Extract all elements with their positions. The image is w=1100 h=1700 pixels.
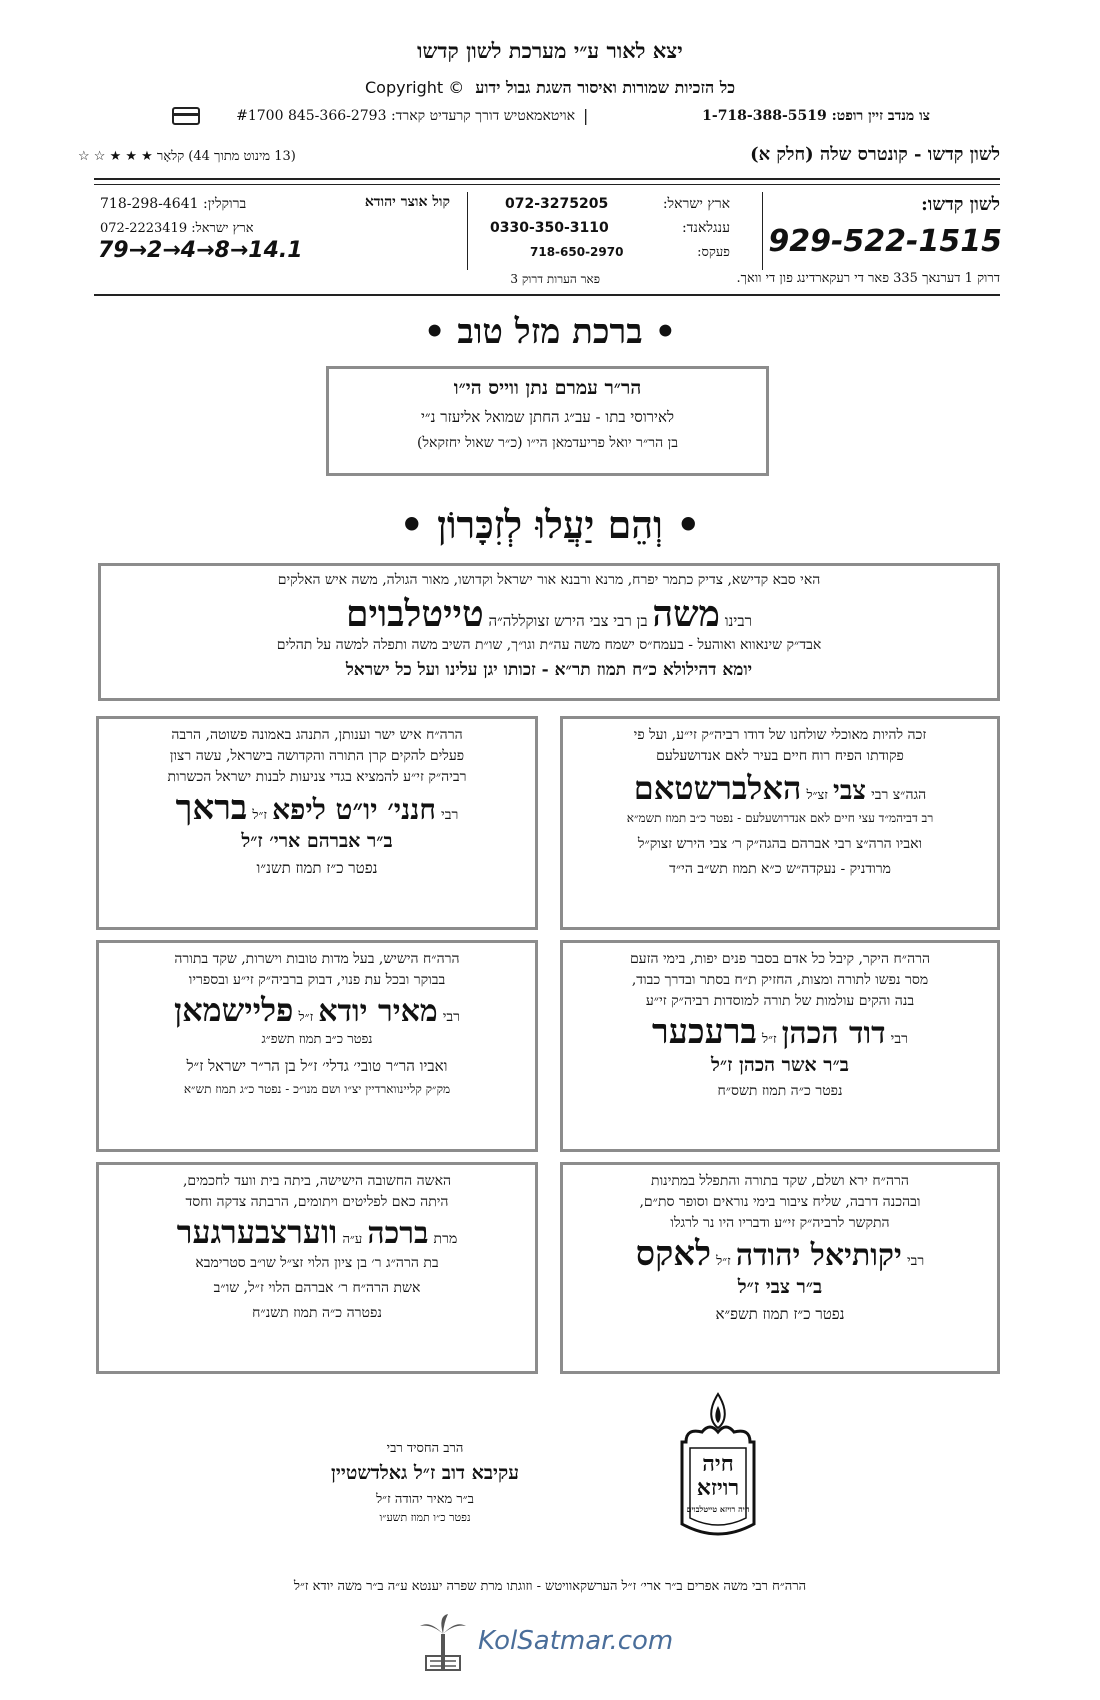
logo-word: רויזא <box>696 1475 740 1501</box>
memorial-detail: נפטר כ״ז תמוז תשנ״ו <box>256 859 378 877</box>
rebbe-line: אבד״ק שינאווא ואוהעל - בעמח״ס ישמח משה עה״ת וגו״ך, שו״ת השיב משה ותפלה למשה על תהלים <box>276 637 822 653</box>
memorial-desc: רביה״ק זי״ע להמציא בגדי צניעות לבנות ישראל הכשרות <box>167 769 467 785</box>
palm-tree-icon <box>418 1612 468 1672</box>
mazel-tov-box <box>326 366 769 476</box>
memorial-desc: הרה״ח היקר, קיבל כל אדם בסבר פנים יפות, בימי הזעם <box>629 951 931 967</box>
memorial-box <box>560 940 1000 1152</box>
fax-phone: 718-650-2970 <box>530 245 624 259</box>
eretz-phone: ארץ ישראל: 072-2223419 <box>100 221 254 236</box>
memorial-detail: נפטר כ״ז תמוז תשפ״א <box>715 1305 845 1323</box>
memorial-detail: ואביו הרה״צ רבי אברהם בהגה״ק ר׳ צבי הירש זצוק״ל <box>637 836 923 852</box>
honorific: ז״ל <box>716 1254 731 1269</box>
memorial-desc: מסר נפשו לתורה ומצות, החזיק ת״ח בסתר ובדרך כבוד, <box>631 972 929 988</box>
name-prefix: רבי <box>890 1031 908 1047</box>
memorial-desc: בנה והקים עולמות של תורה למוסדות רביה״ק זי״ע <box>645 993 915 1009</box>
memorial-detail: מק״ק קליינווארדיין יצ״ו ושם מנו״כ - נפטר כ״ג תמוז תש״א <box>183 1082 451 1096</box>
memorial-box <box>560 1162 1000 1374</box>
memorial-name-line <box>99 788 535 828</box>
memorial-desc: הרה״ח ירא ושלם, שקד בתורה והתפלל במתינות <box>651 1173 909 1189</box>
honorific: ע״ה <box>342 1232 363 1247</box>
memorial-detail: אשת הרה״ח ר׳ אברהם הלוי ז״ל, שו״ב <box>213 1280 421 1296</box>
memorial-desc: ובהכנה דרבה, שליח ציבור בימי נוראים וסופר סת״ם, <box>639 1194 921 1210</box>
mazel-tov-line: לאירוסי בתו - עב״ג החתן שמואל אליעזר נ״י <box>421 408 674 426</box>
mazel-tov-line: הר״ר עמרם נתן ווייס הי״ו <box>453 377 642 399</box>
israel-label: ארץ ישראל: <box>662 196 730 212</box>
memorial-detail: ב״ר אשר הכהן ז״ל <box>711 1054 849 1076</box>
surname: ברעכער <box>652 1012 757 1052</box>
memorial-heading: • וְהֵם יַעֲלוּ לְזִכָּרוֹן • <box>399 502 701 547</box>
memorial-name-line <box>99 991 535 1029</box>
memorial-detail: נפטר כ״ה תמוז תשס״ח <box>717 1083 843 1099</box>
site-link[interactable]: KolSatmar.com <box>478 1626 674 1656</box>
main-label: לשון קדשו: <box>921 194 1000 215</box>
memorial-name-line <box>563 769 997 807</box>
rebbe-prefix: רבינו <box>724 612 752 630</box>
memorial-desc: הרה״ח הישיש, בעל מדות טובות וישרות, שקד בתורה <box>174 951 460 967</box>
column-divider <box>762 192 763 270</box>
given-name: צבי <box>833 776 866 806</box>
footer-dedication: הרה״ח רבי משה אפרים ב״ר ארי׳ ז״ל הערשקאוויטש - וזוגתו מרת שפרה יענטא ע״ה ב״ר משה יודא ז״ל <box>293 1579 807 1594</box>
honorific: זצ״ל <box>806 788 828 803</box>
memorial-desc: פקודתו הפיח רוח חיים בעיר לאם אנדושעלעם <box>656 748 904 764</box>
memorial-name-line <box>563 1234 997 1274</box>
rebbe-name: משה <box>652 593 720 635</box>
memorial-detail: נפטרה כ״ה תמוז תשנ״ח <box>252 1305 382 1321</box>
name-prefix: רבי <box>442 1009 461 1025</box>
rebbe-box <box>98 563 1000 701</box>
given-name: חנני׳ יו״ט ליפא <box>272 793 436 826</box>
logo-text <box>676 1452 760 1500</box>
publisher-line: יצא לאור ע״י מערכת לשון קדשו <box>417 38 683 63</box>
memorial-box <box>96 940 538 1152</box>
logo-word: חיה <box>702 1451 734 1477</box>
mazel-tov-heading: • ברכת מזל טוב • <box>423 312 677 352</box>
rights-text: כל הזכיות שמורות ואיסור השגת גבול ידוע <box>475 78 736 97</box>
kol-otzar-title: קול אוצר יהודא <box>364 194 450 210</box>
memorial-box <box>96 1162 538 1374</box>
memorial-desc: הרה״ח איש ישר וענותן, התנהג באמונה פשוטה, הרבה <box>171 727 463 743</box>
memorial-detail: ב״ר אברהם ארי׳ ז״ל <box>241 830 393 852</box>
credit-card-icon <box>172 107 200 125</box>
memorial-name-line <box>563 1012 997 1052</box>
page-title: לשון קדשו - קונטרס שלה (חלק א) <box>750 144 1000 165</box>
dial-code: 79→2→4→8→14.1 <box>98 238 303 263</box>
main-phone: 929-522-1515 <box>768 224 1002 259</box>
credit-card-note: אויטאמאטיש דורך קרעדיט קארד: 845-366-2793 #1700 <box>236 108 575 124</box>
mazel-tov-line: בן הר״ר יואל פריעדמאן הי״ו (כ״ר שאול יחזקאל) <box>417 435 678 451</box>
surname: פליישמאן <box>173 991 294 1029</box>
print-note: דרוק 1 דערנאך 335 פאר די רעקארדינג פון די וואך. <box>736 271 1000 286</box>
surname: לאקס <box>635 1234 712 1274</box>
memorial-desc: פעלים להקים קרן התורה והקדושה בישראל, עשה רצון <box>169 748 465 764</box>
bottom-memorial-name: עקיבא דוב ז״ל גאלדשטיין <box>331 1462 519 1484</box>
rights-line <box>0 78 1100 98</box>
memorial-desc: האשה החשובה הישישה, ביתה בית וועד לחכמים, <box>182 1173 452 1189</box>
memorial-desc: בבוקר ובכל עת פנוי, דבוק ברביה״ק זי״ע ובספריו <box>188 972 446 988</box>
memorial-detail: ב״ר צבי ז״ל <box>737 1276 823 1298</box>
rebbe-name-line <box>101 593 997 635</box>
memorial-detail: רב דביהמ״ד עצי חיים לאם אנדרושעלעם - נפטר כ״ב תמוז תשמ״א <box>626 811 934 825</box>
honorific: ז״ל <box>298 1010 314 1025</box>
given-name: מאיר יודא <box>318 994 438 1029</box>
rebbe-surname: טייטלבוים <box>346 593 484 635</box>
memorial-detail: ואביו הר״ר טובי׳ גדלי׳ ז״ל בן הר״ר ישראל ז״ל <box>186 1057 448 1075</box>
brooklyn-phone: ברוקלין: 718-298-4641 <box>100 196 247 212</box>
surname: בראך <box>175 788 248 828</box>
column-divider <box>467 192 468 270</box>
israel-phone: 072-3275205 <box>505 196 609 212</box>
england-label: ענגלאנד: <box>681 220 730 236</box>
bottom-memorial-line: הרב החסיד רבי <box>386 1441 464 1456</box>
name-prefix: רבי <box>441 807 459 823</box>
divider <box>94 178 1000 180</box>
bottom-memorial-line: ב״ר מאיר יהודה ז״ל <box>376 1492 474 1507</box>
given-name: ברכה <box>367 1216 429 1251</box>
honorific: ז״ל <box>762 1032 777 1047</box>
rebbe-line: יומא דהילולא כ״ח תמוז תר״א - זכותו יגן עלינו ועל כל ישראל <box>345 660 753 680</box>
memorial-desc: היתה כאם לפליטים ויתומים, הרבתה צדקה וחסד <box>185 1194 449 1210</box>
donation-phone: צו מנדב זיין רופט: 1-718-388-5519 <box>702 108 930 124</box>
memorial-detail: נפטר כ״ב תמוז תשפ״ג <box>261 1032 373 1047</box>
memorial-name-line <box>99 1213 535 1251</box>
memorial-box <box>96 716 538 930</box>
surname: האלברשטאם <box>633 769 802 807</box>
memorial-desc: זכה להיות מאוכלי שולחנו של דודו רביה״ק זי״ע, ועל פי <box>633 727 927 743</box>
separator: | <box>583 106 589 125</box>
divider <box>94 184 1000 185</box>
clock-rating: (13 מינוט מתוך 44) קלאָר ★ ★ ★ ☆ ☆ <box>78 149 296 164</box>
given-name: יקותיאל יהודה <box>735 1238 902 1273</box>
copyright-text: Copyright © <box>364 78 465 97</box>
bottom-memorial-line: נפטר כ״ו תמוז תשע״ו <box>379 1511 471 1524</box>
name-prefix: הגה״צ רבי <box>871 787 927 803</box>
rebbe-lineage: בן רבי צבי הירש זצוקללה״ה <box>488 612 648 630</box>
memorial-box <box>560 716 1000 930</box>
england-phone: 0330-350-3110 <box>490 220 609 236</box>
name-prefix: מרת <box>433 1231 458 1247</box>
candle-logo <box>656 1392 780 1546</box>
memorial-detail: מרודניק - נעקדה״ש כ״א תמוז תש״ב הי״ד <box>669 861 891 877</box>
name-prefix: רבי <box>906 1253 925 1269</box>
memorial-detail: בת הרה״ג ר׳ בן ציון הלוי זצ״ל שו״ב סטרימבא <box>195 1255 439 1271</box>
bottom-memorial <box>260 1440 590 1524</box>
divider <box>94 294 1000 296</box>
logo-caption: חיה רויזא טייטלבוים <box>686 1504 750 1514</box>
fax-label: פעקס: <box>697 245 730 260</box>
rebbe-line: האי סבא קדישא, צדיק כתמר יפרח, מרנא ורבנא אור ישראל וקדושו, מאור הגולה, משה איש האלקים <box>277 572 821 588</box>
memorial-desc: התקשר לרביה״ק זי״ע ודבריו היו נר לרגלו <box>670 1215 890 1231</box>
notes-note: פאר הערות דרוק 3 <box>510 272 600 286</box>
surname: ווערצבערגער <box>176 1213 338 1251</box>
honorific: ז״ל <box>252 808 268 823</box>
given-name: דוד הכהן <box>781 1016 886 1051</box>
